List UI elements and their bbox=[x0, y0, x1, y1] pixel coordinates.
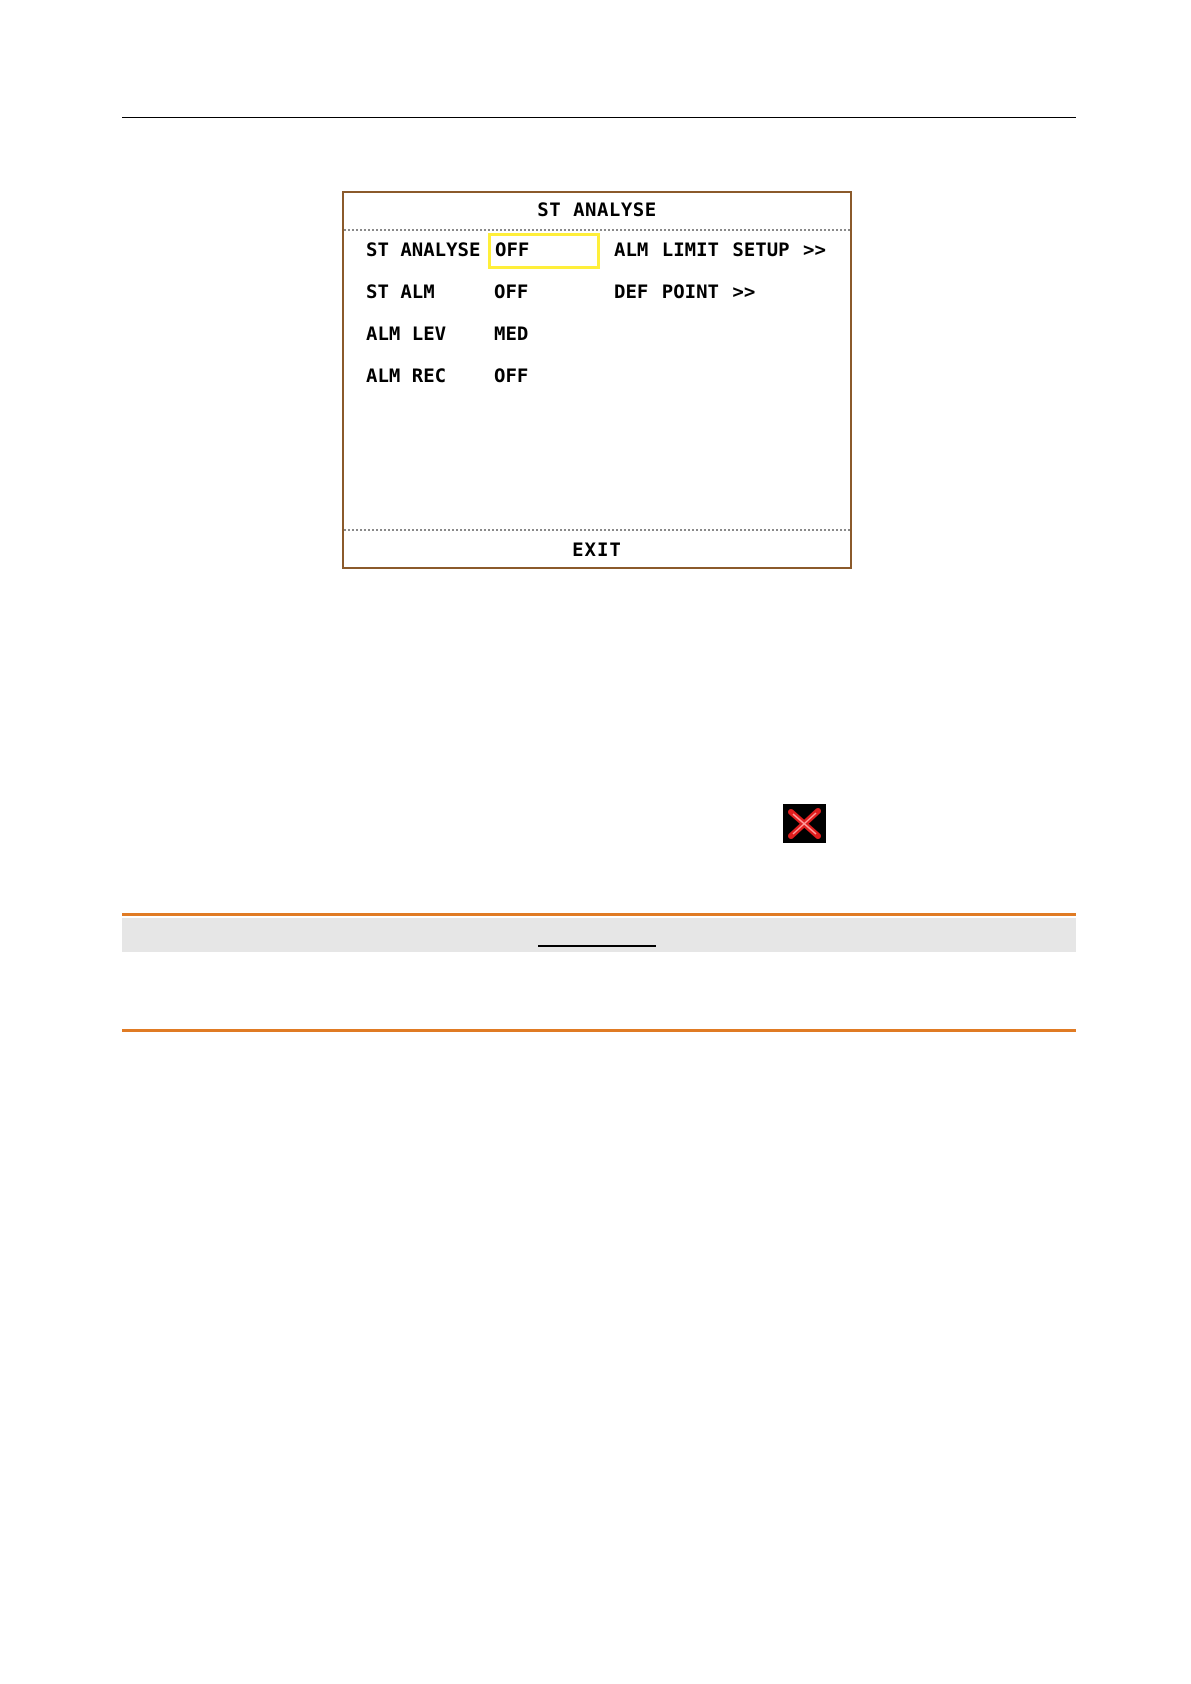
st-analyse-value-selector[interactable]: OFF bbox=[488, 233, 600, 269]
st-analyse-label: ST ANALYSE bbox=[366, 239, 481, 261]
row-st-analyse bbox=[344, 233, 850, 269]
page-header-rule bbox=[122, 117, 1076, 118]
note-heading-underline bbox=[538, 945, 656, 947]
alm-lev-value-selector[interactable]: MED bbox=[494, 323, 529, 345]
st-analyse-dialog bbox=[342, 191, 852, 569]
row-alm-lev bbox=[344, 317, 850, 353]
row-st-alm bbox=[344, 275, 850, 311]
alm-rec-value-selector[interactable]: OFF bbox=[494, 365, 529, 387]
alm-limit-setup-link[interactable]: ALM LIMIT SETUP >> bbox=[614, 239, 826, 261]
alm-lev-label: ALM LEV bbox=[366, 323, 447, 345]
title-divider bbox=[344, 229, 850, 231]
footer-divider bbox=[344, 529, 850, 531]
row-alm-rec bbox=[344, 359, 850, 395]
note-top-rule bbox=[122, 913, 1076, 916]
st-alm-label: ST ALM bbox=[366, 281, 435, 303]
alm-rec-label: ALM REC bbox=[366, 365, 447, 387]
red-x-icon bbox=[783, 804, 826, 843]
def-point-link[interactable]: DEF POINT >> bbox=[614, 281, 756, 303]
dialog-title: ST ANALYSE bbox=[537, 199, 657, 221]
exit-button[interactable]: EXIT bbox=[572, 539, 622, 561]
note-bottom-rule bbox=[122, 1029, 1076, 1032]
st-alm-value-selector[interactable]: OFF bbox=[494, 281, 529, 303]
